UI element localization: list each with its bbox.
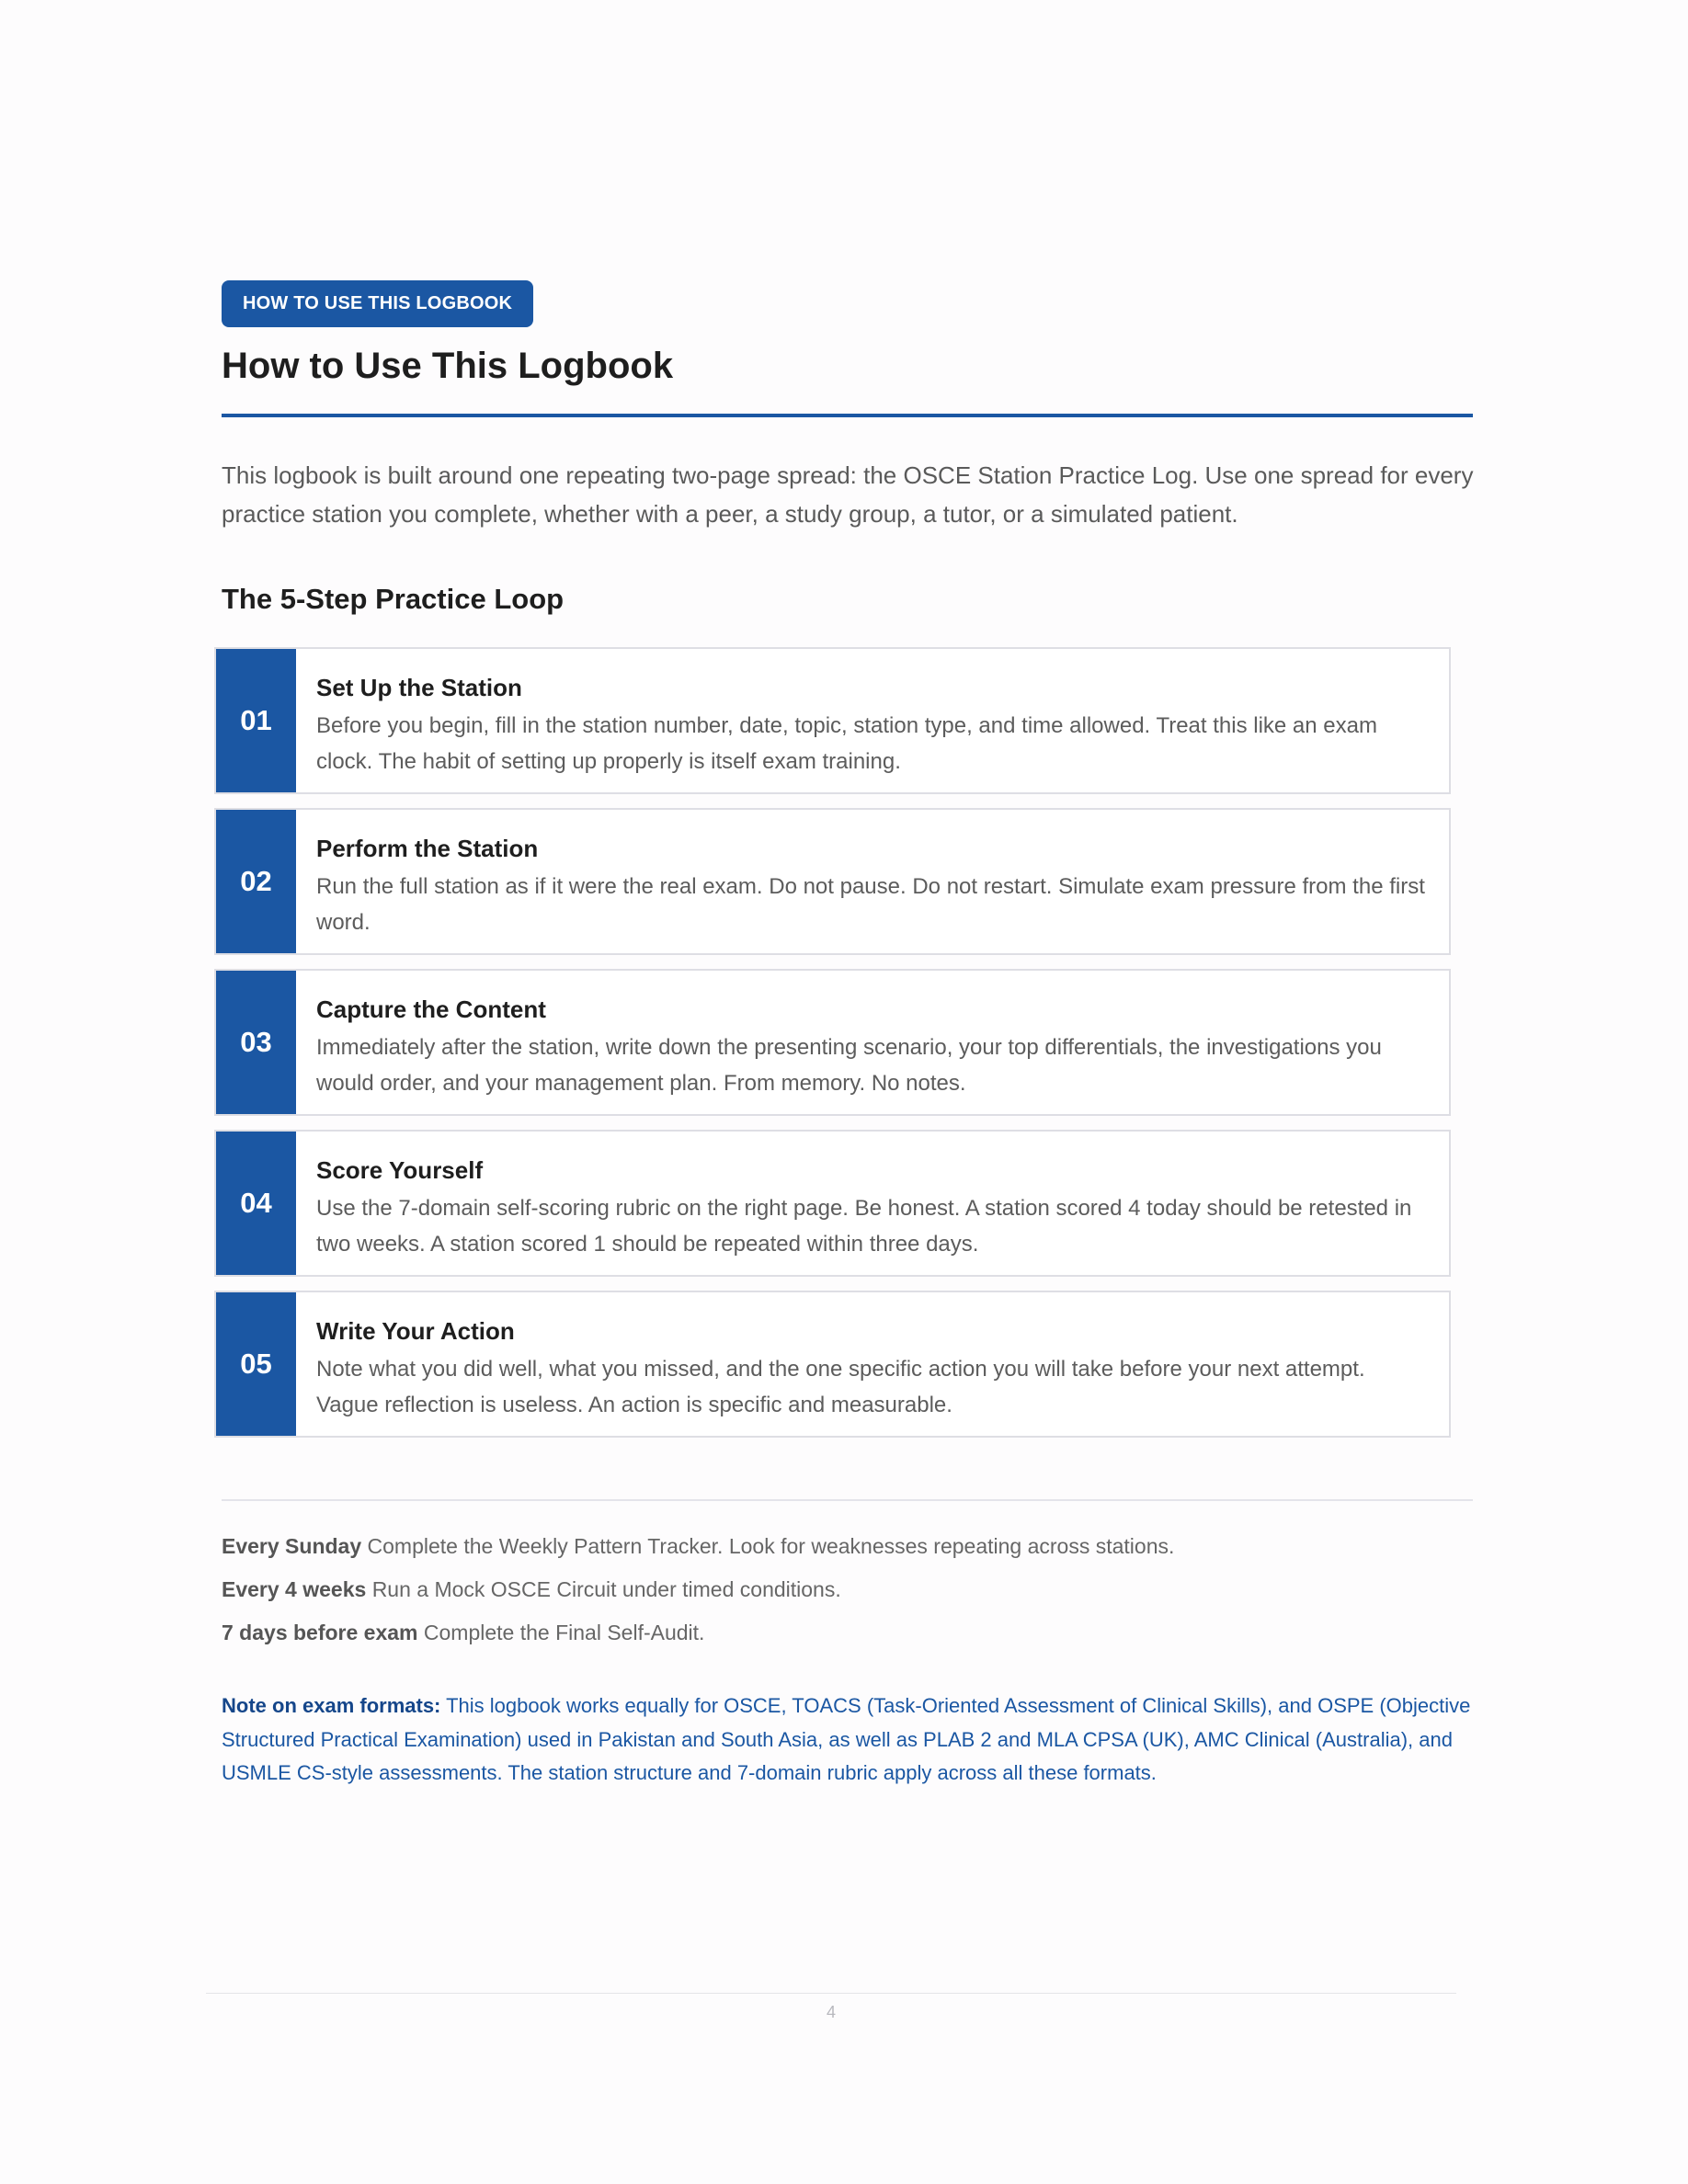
step-title: Score Yourself xyxy=(316,1156,484,1184)
section-badge: HOW TO USE THIS LOGBOOK xyxy=(222,280,533,327)
step-title: Perform the Station xyxy=(316,835,539,862)
step-content xyxy=(296,971,1449,1114)
step-title: Capture the Content xyxy=(316,995,546,1023)
schedule-list xyxy=(222,1533,1174,1663)
note-text: This logbook works equally for OSCE, TOACS (Task-Oriented Assessment of Clinical Skills), and OSPE (Objective Structured Practical Examination) used in Pakistan and South Asia, as well as PLAB 2 and MLA CPSA (UK), AMC Clinical (Australia), and USMLE CS-style assessments. The station structure and 7-domain rubric apply across all these formats. xyxy=(222,1694,1471,1784)
practice-loop-heading: The 5-Step Practice Loop xyxy=(222,583,565,615)
schedule-when: 7 days before exam xyxy=(222,1621,418,1644)
step-title: Write Your Action xyxy=(316,1317,515,1345)
page-number: 4 xyxy=(826,2003,836,2021)
step-content xyxy=(296,1292,1449,1436)
schedule-what: Run a Mock OSCE Circuit under timed conditions. xyxy=(371,1577,841,1601)
step-content xyxy=(296,810,1449,953)
footer-rule xyxy=(206,1993,1456,1994)
step-number: 01 xyxy=(216,649,296,792)
schedule-item xyxy=(222,1533,1174,1559)
exam-formats-note xyxy=(222,1689,1481,1791)
step-card xyxy=(214,808,1451,955)
section-divider xyxy=(222,1499,1473,1501)
intro-paragraph: This logbook is built around one repeating two-page spread: the OSCE Station Practice Log. Use one spread for every practice station you complete, whether with a peer, a study group, a tutor, or a simulated patient. xyxy=(222,461,1474,528)
schedule-when: Every 4 weeks xyxy=(222,1577,367,1601)
step-title: Set Up the Station xyxy=(316,674,522,701)
schedule-item xyxy=(222,1576,1174,1602)
schedule-when: Every Sunday xyxy=(222,1534,362,1558)
step-number: 05 xyxy=(216,1292,296,1436)
practice-loop-steps xyxy=(214,647,1451,1451)
step-description: Use the 7-domain self-scoring rubric on the right page. Be honest. A station scored 4 today should be retested in two weeks. A station scored 1 should be repeated within three days. xyxy=(316,1196,1412,1257)
step-description: Immediately after the station, write down the presenting scenario, your top differentials, the investigations you would order, and your management plan. From memory. No notes. xyxy=(316,1035,1382,1096)
step-number: 02 xyxy=(216,810,296,953)
step-content xyxy=(296,1132,1449,1275)
step-description: Before you begin, fill in the station number, date, topic, station type, and time allowed. Treat this like an exam clock. The habit of setting up properly is itself exam training. xyxy=(316,713,1377,774)
schedule-item xyxy=(222,1620,1174,1645)
title-underline xyxy=(222,414,1473,417)
step-card xyxy=(214,1130,1451,1277)
step-number: 03 xyxy=(216,971,296,1114)
note-label: Note on exam formats: xyxy=(222,1694,441,1717)
step-description: Run the full station as if it were the real exam. Do not pause. Do not restart. Simulate exam pressure from the first word. xyxy=(316,874,1425,935)
step-content xyxy=(296,649,1449,792)
schedule-what: Complete the Weekly Pattern Tracker. Look for weaknesses repeating across stations. xyxy=(367,1534,1175,1558)
step-card xyxy=(214,969,1451,1116)
step-description: Note what you did well, what you missed, and the one specific action you will take before your next attempt. Vague reflection is useless. An action is specific and measurable. xyxy=(316,1357,1365,1417)
step-card xyxy=(214,647,1451,794)
schedule-what: Complete the Final Self-Audit. xyxy=(423,1621,705,1644)
step-number: 04 xyxy=(216,1132,296,1275)
step-card xyxy=(214,1291,1451,1438)
page-title: How to Use This Logbook xyxy=(222,346,674,386)
